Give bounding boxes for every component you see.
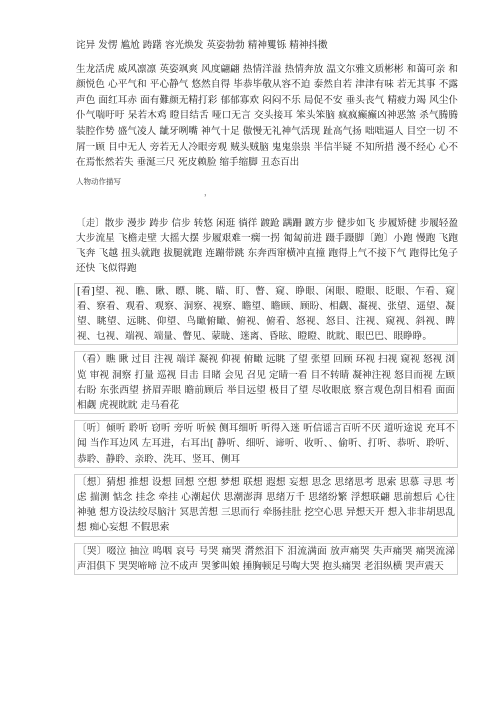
think-section: 〔想〕猜想 推想 设想 回想 空想 梦想 联想 遐想 妄想 思念 思绪思考 思索 思慕 寻思 考虑 揣测 惦念 挂念 牵挂 心潮起伏 思潮澎湃 思绪万千 思绪纷繁 浮想联翩 思前想后 心往神驰 想方设法绞尽脑汁 冥思苦想 三思而行 牵肠挂肚 挖空心思 异想天开 想入非非胡思乱想 痴心妄想 不假思索	[74, 474, 458, 537]
section-heading: 人物动作描写	[76, 176, 121, 186]
walk-run-section: 〔走〕散步 漫步 踌步 信步 转悠 闲逛 徜徉 踱跄 蹒跚 踱方步 健步如飞 步履矫健 步履轻盈 大步流星 飞檐走壁 大摇大摆 步履艰难一瘸一拐 匍匐前进 蹑手蹑脚〔跑〕小跑 慢跑 飞跑 飞奔 飞越 扭头就跑 拔腿就跑 连蹦带跳 东奔西窜横冲直撞 跑得上气不接下气 跑得比兔子还快 飞似得跑	[76, 217, 459, 275]
listen-section: 〔听〕倾听 聆听 窃听 旁听 听候 侧耳细听 听得入迷 听信谣言百听不厌 道听途说 充耳不闻 当作耳边风 左耳进，右耳出[ 静听、细听、谛听、收听、、偷听、打听、恭听、聆听、恭聆、静聆、亲聆、洗耳、竖耳、侧耳	[74, 420, 458, 468]
demeanor-idioms-paragraph: 生龙活虎 威风凛凛 英姿飒爽 风度翩翩 热情洋溢 热情奔放 温文尔雅文质彬彬 和蔼可亲 和颜悦色 心平气和 平心静气 悠然自得 毕恭毕敬从容不迫 泰然自若 津津有味 若无其事 不露声色 面红耳赤 面有難颜无精打彩 郁郁寡欢 闷闷不乐 局促不安 垂头丧气 精疲力竭 风尘仆仆气喘吁吁 呆若木鸡 瞪目结舌 哑口无言 交头接耳 笨头笨脑 疯疯癫癫凶神恶煞 杀气腾腾 装腔作势 盛气凌人 龇牙咧嘴 神气十足 傲慢无礼神气活现 趾高气扬 咄咄逼人 目空一切 不屑一顾 目中无人 旁若无人冷眼旁观 贼头贼脑 鬼鬼祟祟 半信半疑 不知所措 漫不经心 心不在焉怅然若失 垂涎三尺 死皮赖脸 缩手缩脚 丑态百出	[76, 63, 458, 169]
expression-idioms-paragraph: 诧异 发愣 尴尬 踌躇 容光焕发 英姿勃勃 精神矍铄 精神抖擞	[76, 40, 328, 51]
stray-mark: ，	[204, 187, 212, 197]
look-section-2: （看）瞧 瞅 过目 注视 端详 凝视 仰视 俯瞰 远眺 了望 张望 回顾 环视 扫视 窥视 怒视 浏览 审视 洞察 打量 巡视 目击 目睹 会见 召见 定睛一看 目不转睛 凝神注视 怒目而视 左顾右盼 东张西望 挤眉弄眼 瞻前顾后 举目远望 极目了望 尽收眼底 察言观色刮目相看 面面相觑 虎视眈眈 走马看花	[74, 351, 458, 414]
cry-section: 〔哭〕啜泣 抽泣 鸣咽 哀号 号哭 痛哭 潸然泪下 泪流满面 放声痛哭 失声痛哭 痛哭流涕 声泪俱下 哭哭啼啼 泣不成声 哭爹叫娘 捶胸顿足号啕大哭 抱头痛哭 老泪纵横 哭声震天	[74, 543, 458, 575]
look-section-1: [看]望、视、瞧、瞅、瞟、眺、瞄、盯、瞥、窥、睁眼、闲眼、瞪眼、眨眼、乍看、窥看、察看、观看、观察、洞察、视察、瞻望、瞻顾、顾盼、相觑、凝视、张望、遥望、凝望、眺望、远眺、仰望、鸟瞰俯瞰、俯视、俯看、怒视、怒目、注视、窥视、斜视、睥视、乜视、端视、端量、瞥见、蒙眬、迷离、昏眩、瞪瞪、眈眈、眼巴巴、眼睁睁。	[74, 283, 458, 346]
